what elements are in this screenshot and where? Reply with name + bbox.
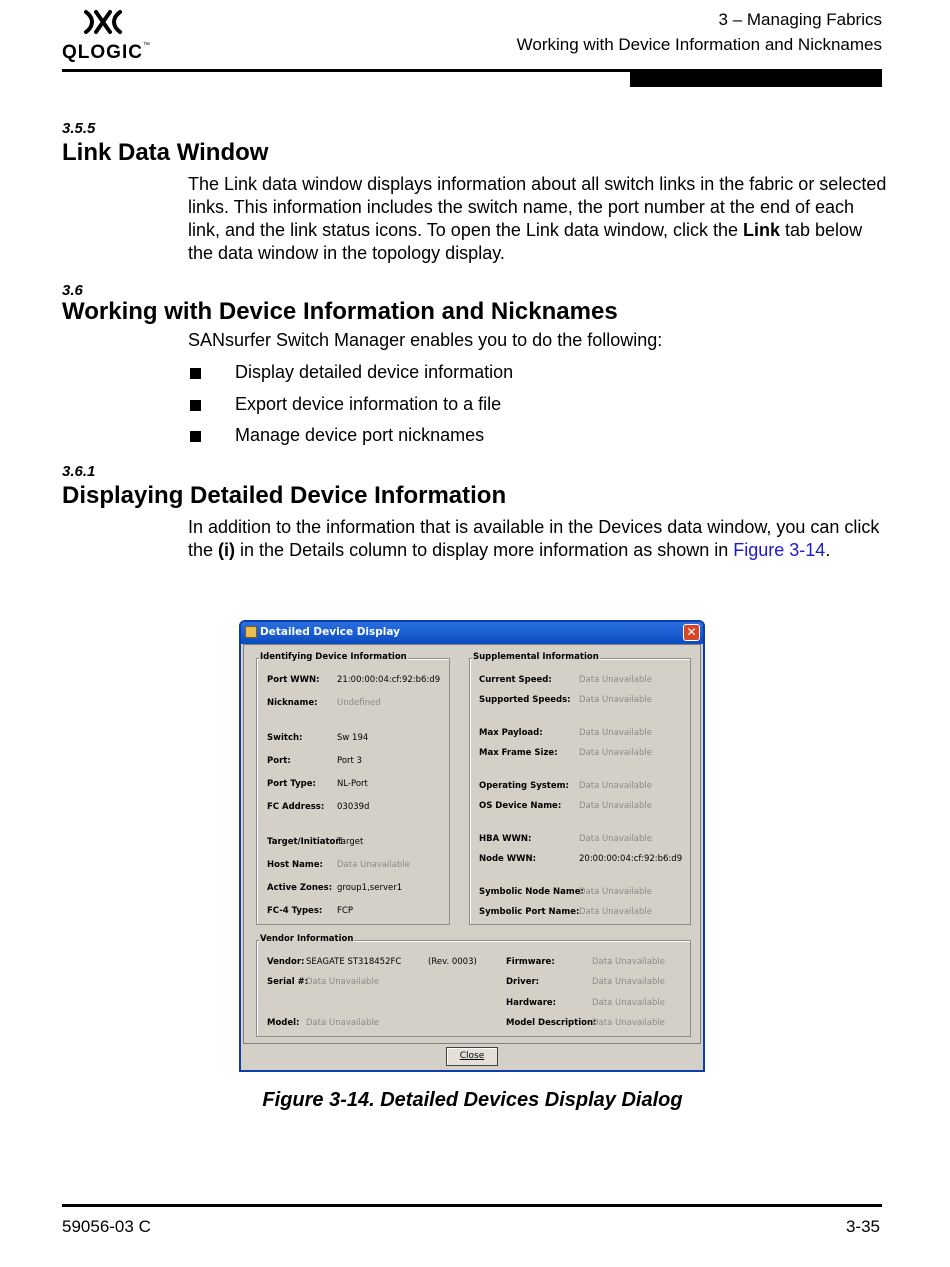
field-label: Target/Initiator: [267, 837, 343, 847]
group-label: Supplemental Information [473, 652, 599, 662]
document-number: 59056-03 C [62, 1217, 151, 1236]
driver-value: Data Unavailable [592, 977, 665, 987]
figure-link[interactable]: Figure 3-14 [733, 540, 826, 560]
section-number: 3.6 [62, 282, 83, 299]
field-label: Switch: [267, 733, 303, 743]
max-payload-value: Data Unavailable [579, 728, 652, 738]
vendor-revision: (Rev. 0003) [428, 957, 477, 967]
running-header-section: Working with Device Information and Nicknames [516, 35, 882, 54]
port-type-value: NL-Port [337, 779, 368, 789]
field-label: Current Speed: [479, 675, 552, 685]
fc4-types-value: FCP [337, 906, 353, 916]
field-label: Driver: [506, 977, 540, 987]
fc-address-value: 03039d [337, 802, 370, 812]
host-name-value: Data Unavailable [337, 860, 410, 870]
field-label: Operating System: [479, 781, 569, 791]
field-label: Port Type: [267, 779, 316, 789]
symbolic-port-name-value: Data Unavailable [579, 907, 652, 917]
supported-speeds-value: Data Unavailable [579, 695, 652, 705]
field-label: Max Payload: [479, 728, 543, 738]
section-number: 3.5.5 [62, 120, 96, 137]
field-label: Model: [267, 1018, 300, 1028]
field-label: Host Name: [267, 860, 323, 870]
port-value: Port 3 [337, 756, 362, 766]
close-button[interactable]: Close [446, 1047, 498, 1066]
qlogic-mark-icon [82, 8, 124, 36]
field-label: HBA WWN: [479, 834, 532, 844]
field-label: Vendor: [267, 957, 305, 967]
field-label: Supported Speeds: [479, 695, 571, 705]
serial-value: Data Unavailable [306, 977, 379, 987]
dialog-title: Detailed Device Display [260, 626, 401, 638]
logo-wordmark: QLOGIC™ [62, 42, 151, 63]
field-label: Nickname: [267, 698, 318, 708]
paragraph: SANsurfer Switch Manager enables you to do the following: [188, 330, 663, 350]
qlogic-logo [62, 8, 152, 63]
field-label: Symbolic Port Name: [479, 907, 580, 917]
field-label: Node WWN: [479, 854, 537, 864]
identifying-group [256, 652, 450, 925]
field-label: Model Description: [506, 1018, 597, 1028]
dialog-titlebar [241, 622, 703, 644]
close-icon[interactable]: ✕ [683, 624, 700, 641]
field-label: Active Zones: [267, 883, 333, 893]
detailed-device-dialog [239, 620, 705, 1072]
vendor-group [256, 934, 691, 1037]
field-label: Port: [267, 756, 291, 766]
node-wwn-value: 20:00:00:04:cf:92:b6:d9 [579, 854, 683, 864]
field-label: Max Frame Size: [479, 748, 558, 758]
model-description-value: Data Unavailable [592, 1018, 665, 1028]
bullet-icon [190, 431, 201, 442]
bullet-icon [190, 368, 201, 379]
model-value: Data Unavailable [306, 1018, 379, 1028]
field-label: FC-4 Types: [267, 906, 323, 916]
hardware-value: Data Unavailable [592, 998, 665, 1008]
section-title: Working with Device Information and Nicknames [62, 298, 618, 325]
firmware-value: Data Unavailable [592, 957, 665, 967]
os-device-name-value: Data Unavailable [579, 801, 652, 811]
bullet-icon [190, 400, 201, 411]
dialog-body [243, 644, 701, 1044]
target-initiator-value: Target [337, 837, 364, 847]
figure-caption: Figure 3-14. Detailed Devices Display Dialog [262, 1089, 683, 1111]
section-title: Link Data Window [62, 139, 269, 166]
group-label: Vendor Information [260, 934, 354, 944]
current-speed-value: Data Unavailable [579, 675, 652, 685]
paragraph: In addition to the information that is available in the Devices data window, you can click the (i) in the Details column to display more information as shown in Figure 3-14. [188, 517, 880, 560]
running-header-chapter: 3 – Managing Fabrics [718, 10, 882, 29]
section-number: 3.6.1 [62, 463, 96, 480]
paragraph: The Link data window displays information about all switch links in the fabric or selected links. This information includes the switch name, the port number at the end of each link, and the link status icons. To open the Link data window, click the Link tab below the data window in the topology display. [188, 174, 887, 263]
field-label: Port WWN: [267, 675, 320, 685]
field-label: Firmware: [506, 957, 555, 967]
field-label: OS Device Name: [479, 801, 562, 811]
footer-rule [62, 1204, 882, 1207]
section-title: Displaying Detailed Device Information [62, 482, 507, 509]
switch-value: Sw 194 [337, 733, 369, 743]
max-frame-size-value: Data Unavailable [579, 748, 652, 758]
operating-system-value: Data Unavailable [579, 781, 652, 791]
field-label: Symbolic Node Name: [479, 887, 584, 897]
nickname-value: Undefined [337, 698, 381, 708]
field-label: FC Address: [267, 802, 325, 812]
page-number: 3-35 [845, 1217, 880, 1236]
hba-wwn-value: Data Unavailable [579, 834, 652, 844]
app-icon [245, 626, 257, 638]
active-zones-value: group1,server1 [337, 883, 403, 893]
symbolic-node-name-value: Data Unavailable [579, 887, 652, 897]
header-tab-bar [630, 69, 882, 87]
supplemental-group [469, 652, 691, 925]
vendor-value: SEAGATE ST318452FC [306, 957, 402, 967]
group-label: Identifying Device Information [260, 652, 407, 662]
field-label: Hardware: [506, 998, 557, 1008]
field-label: Serial #: [267, 977, 309, 987]
port-wwn-value: 21:00:00:04:cf:92:b6:d9 [337, 675, 441, 685]
